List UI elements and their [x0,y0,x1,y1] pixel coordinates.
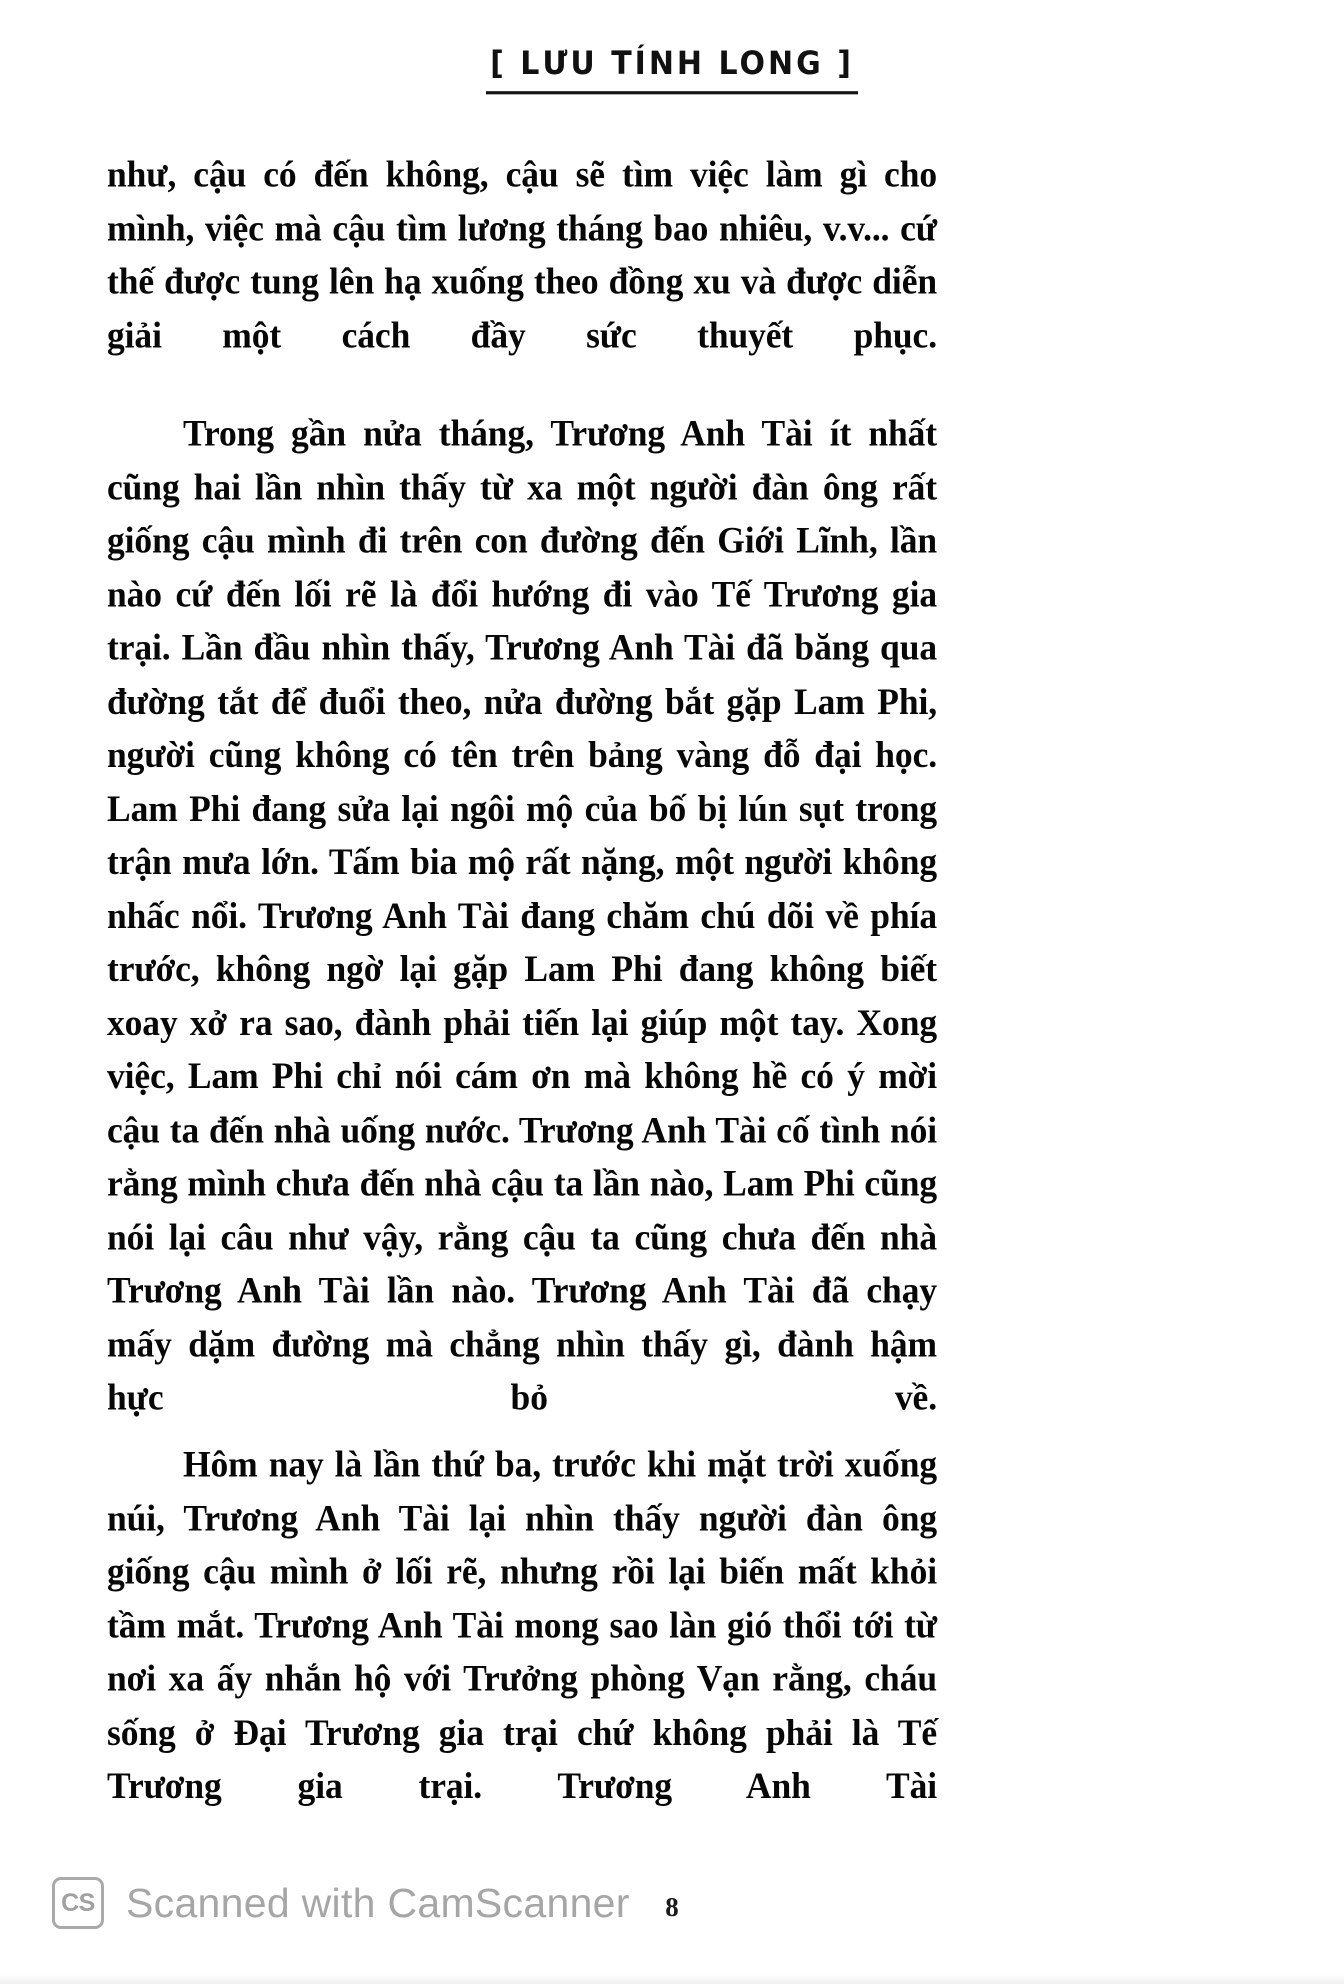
running-head-title: [ LƯU TÍNH LONG ] [486,47,858,95]
scan-edge-shadow [0,1974,1344,1984]
camscanner-watermark [52,1877,630,1929]
paragraph-3: Hôm nay là lần thứ ba, trước khi mặt trời xuống núi, Trương Anh Tài lại nhìn thấy người đàn ông giống cậu mình ở lối rẽ, nhưng rồi lại biến mất khỏi tầm mắt. Trương Anh Tài mong sao làn gió thổi tới từ nơi xa ấy nhắn hộ với Trưởng phòng Vạn rằng, cháu sống ở Đại Trương gia trại chứ không phải là Tế Trương gia trại. Trương Anh Tài [107,1442,937,1806]
paragraph-1: như, cậu có đến không, cậu sẽ tìm việc làm gì cho mình, việc mà cậu tìm lương tháng bao nhiêu, v.v... cứ thế được tung lên hạ xuống theo đồng xu và được diễn giải một cách đầy sức thuyết phục. [107,153,937,356]
page-number: 8 [665,1892,679,1922]
running-head [0,45,1344,93]
body-text-column [107,148,937,1850]
camscanner-logo-icon: CS [52,1877,104,1929]
camscanner-watermark-label: Scanned with CamScanner [126,1879,630,1926]
paragraph-2: Trong gần nửa tháng, Trương Anh Tài ít nhất cũng hai lần nhìn thấy từ xa một người đàn ông rất giống cậu mình đi trên con đường đến Giới Lĩnh, lần nào cứ đến lối rẽ là đổi hướng đi vào Tế Trương gia trại. Lần đầu nhìn thấy, Trương Anh Tài đã băng qua đường tắt để đuổi theo, nửa đường bắt gặp Lam Phi, người cũng không có tên trên bảng vàng đỗ đại học. Lam Phi đang sửa lại ngôi mộ của bố bị lún sụt trong trận mưa lớn. Tấm bia mộ rất nặng, một người không nhấc nổi. Trương Anh Tài đang chăm chú dõi về phía trước, không ngờ lại gặp Lam Phi đang không biết xoay xở ra sao, đành phải tiến lại giúp một tay. Xong việc, Lam Phi chỉ nói cám ơn mà không hề có ý mời cậu ta đến nhà uống nước. Trương Anh Tài cố tình nói rằng mình chưa đến nhà cậu ta lần nào, Lam Phi cũng nói lại câu như vậy, rằng cậu ta cũng chưa đến nhà Trương Anh Tài lần nào. Trương Anh Tài đã chạy mấy dặm đường mà chẳng nhìn thấy gì, đành hậm hực bỏ về. [107,411,937,1418]
